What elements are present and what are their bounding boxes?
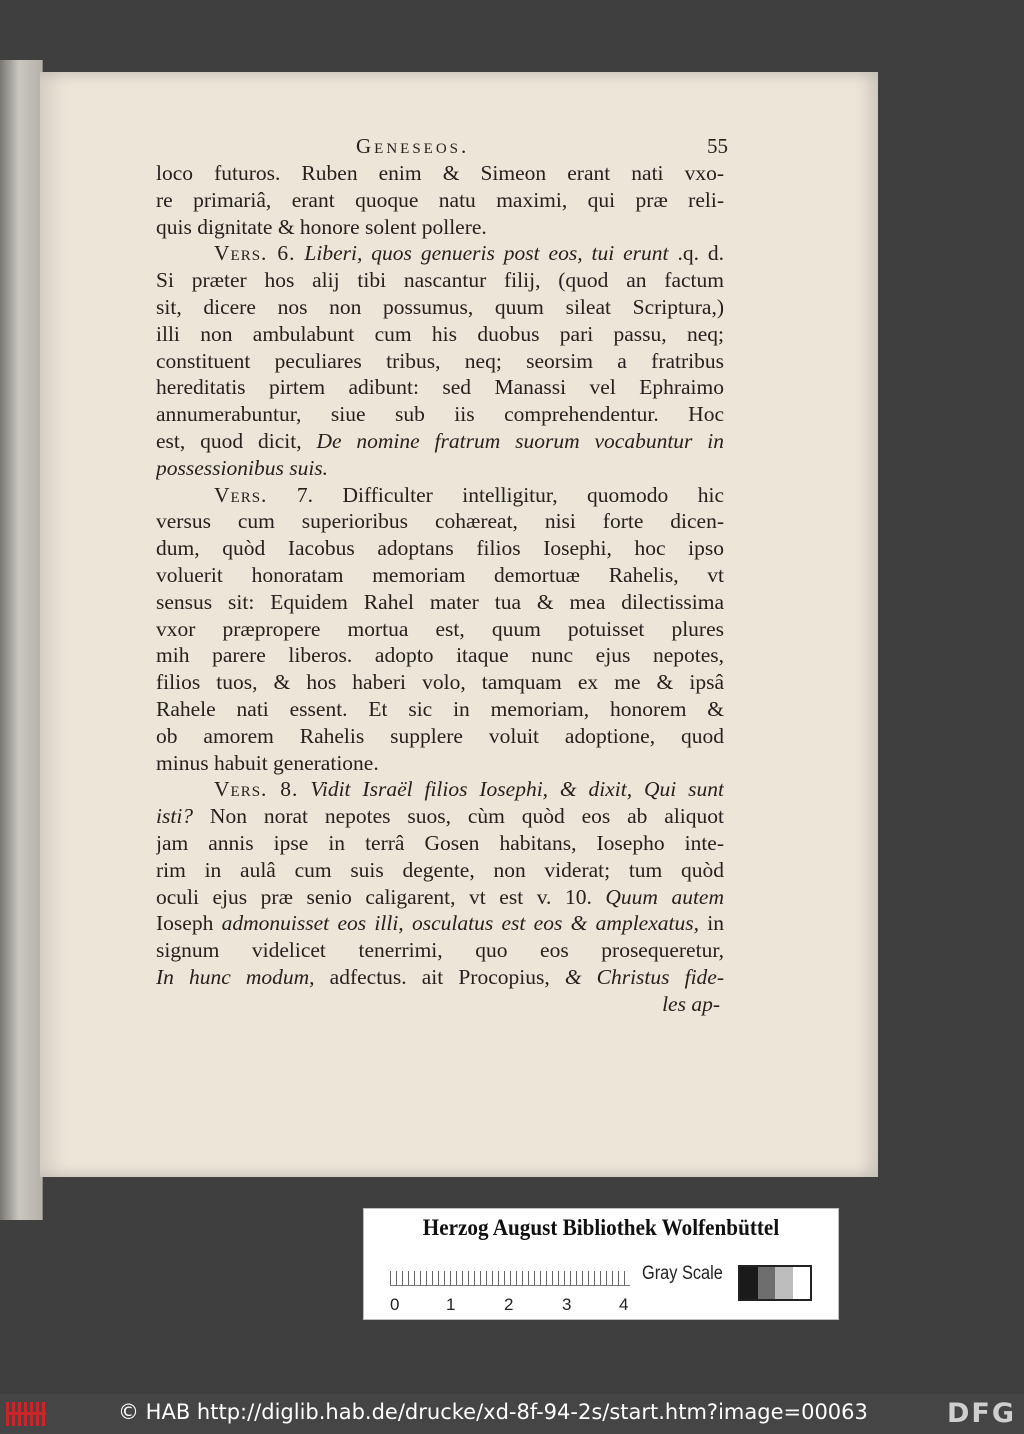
line-text: illi non ambulabunt cum his duobus pari passu, neq; — [156, 321, 724, 346]
line-text: Si præter hos alij tibi nascantur filij, (quod an factum — [156, 268, 724, 293]
line-text: 7. Difficulter intelligitur, quomodo hic — [296, 482, 724, 507]
text-line — [156, 589, 724, 616]
footer-bar — [0, 1394, 1024, 1434]
text-line — [156, 267, 724, 294]
line-text: rim in aulâ cum suis degente, non viderat; tum quòd — [156, 857, 724, 882]
line-text: voluerit honoratam memoriam demortuæ Rahelis, vt — [156, 562, 724, 587]
line-text: annumerabuntur, siue sub iis comprehendentur. Hoc — [156, 402, 724, 427]
text-line — [156, 964, 724, 991]
italic-quote: In hunc modum, — [156, 964, 315, 989]
text-line — [156, 294, 724, 321]
line-text: vxor præpropere mortua est, quum potuisset plures — [156, 616, 724, 641]
line-text: filios tuos, & hos haberi volo, tamquam ex me & ipsâ — [156, 670, 724, 695]
gray-swatch — [793, 1267, 811, 1299]
gray-swatch — [775, 1267, 793, 1299]
text-line — [156, 803, 724, 830]
text-line — [156, 374, 724, 401]
text-line — [156, 723, 724, 750]
line-text: in — [707, 911, 724, 936]
hab-logo-icon — [6, 1402, 46, 1426]
small-caps-verse-label: Vers. 8. — [214, 777, 299, 802]
ruler-number: 2 — [504, 1295, 514, 1314]
small-caps-verse-label: Vers. — [214, 482, 268, 507]
line-text: Ioseph — [156, 911, 214, 936]
line-text: loco futuros. Ruben enim & Simeon erant nati vxo- — [156, 161, 724, 185]
line-text: jam annis ipse in terrâ Gosen habitans, Iosepho inte- — [156, 830, 724, 855]
text-line — [156, 669, 724, 696]
text-line — [156, 616, 724, 643]
line-text: adfectus. — [329, 964, 407, 989]
text-line — [156, 401, 724, 428]
line-text: ait Procopius, — [421, 964, 550, 989]
gray-scale-label: Gray Scale — [642, 1263, 723, 1284]
line-text: Non norat nepotes suos, cùm quòd eos ab aliquot — [209, 804, 724, 829]
line-text: re primariâ, erant quoque natu maximi, qui præ reli- — [156, 187, 724, 212]
color-target-card — [363, 1208, 839, 1320]
text-line — [156, 508, 724, 535]
catchword: les ap- — [662, 991, 720, 1016]
page-number: 55 — [707, 134, 728, 158]
text-line — [156, 482, 724, 509]
running-head — [156, 130, 728, 160]
text-line — [156, 562, 724, 589]
text-line — [156, 535, 724, 562]
italic-quote: Vidit Israël filios Iosephi, & dixit, Qui sunt — [310, 777, 724, 802]
text-line — [156, 214, 724, 241]
text-line — [156, 857, 724, 884]
line-text: sensus sit: Equidem Rahel mater tua & mea dilectissima — [156, 589, 724, 614]
text-line — [156, 750, 724, 777]
line-text: oculi ejus præ senio caligarent, vt est v. 10. — [156, 884, 592, 909]
line-text: dum, quòd Iacobus adoptans filios Iosephi, hoc ipso — [156, 536, 724, 561]
text-line — [156, 776, 724, 803]
book-page — [40, 72, 878, 1177]
text-line — [156, 910, 724, 937]
gray-scale-swatches — [738, 1265, 812, 1301]
copyright-url[interactable]: © HAB http://diglib.hab.de/drucke/xd-8f-94-2s/start.htm?image=00063 — [118, 1400, 868, 1424]
italic-quote: Liberi, quos genueris post eos, tui erunt — [304, 241, 669, 266]
italic-quote: possessionibus suis. — [156, 455, 329, 480]
line-text: sit, dicere nos non possumus, quum sileat Scriptura,) — [156, 294, 724, 319]
text-line — [156, 187, 724, 214]
dfg-logo: DFG — [946, 1398, 1016, 1429]
italic-quote: & Christus fide- — [564, 964, 724, 989]
gray-swatch — [758, 1267, 776, 1299]
line-text: quis dignitate & honore solent pollere. — [156, 214, 487, 239]
scale-ruler — [390, 1261, 630, 1286]
text-line — [156, 428, 724, 455]
line-text: est, quod dicit, — [156, 428, 302, 453]
previous-page-edge — [0, 60, 43, 1220]
text-line — [156, 455, 724, 482]
text-line — [156, 240, 724, 267]
italic-quote: isti? — [156, 804, 194, 829]
line-text: mih parere liberos. adopto itaque nunc ejus nepotes, — [156, 643, 724, 668]
line-text: .q. d. — [677, 241, 724, 266]
italic-quote: Quum autem — [605, 884, 724, 909]
text-lines — [156, 160, 724, 991]
text-line — [156, 642, 724, 669]
page-text-block — [156, 130, 728, 1018]
small-caps-verse-label: Vers. 6. — [214, 241, 296, 266]
running-title: Geneseos. — [356, 134, 470, 158]
line-text: ob amorem Rahelis supplere voluit adoptione, quod — [156, 723, 724, 748]
text-line — [156, 937, 724, 964]
text-line — [156, 321, 724, 348]
text-line — [156, 160, 724, 187]
line-text: hereditatis pirtem adibunt: sed Manassi vel Ephraimo — [156, 375, 724, 400]
line-text: versus cum superioribus cohæreat, nisi forte dicen- — [156, 509, 724, 534]
italic-quote: De nomine fratrum suorum vocabuntur in — [316, 428, 724, 453]
italic-quote: admonuisset eos illi, osculatus est eos & amplexatus, — [221, 911, 699, 936]
ruler-number: 0 — [390, 1295, 400, 1314]
line-text: Rahele nati essent. Et sic in memoriam, honorem & — [156, 696, 724, 721]
text-line — [156, 830, 724, 857]
ruler-number: 3 — [562, 1295, 572, 1314]
line-text: minus habuit generatione. — [156, 750, 379, 775]
line-text: constituent peculiares tribus, neq; seorsim a fratribus — [156, 348, 724, 373]
text-line — [156, 348, 724, 375]
text-line — [156, 884, 724, 911]
line-text: signum videlicet tenerrimi, quo eos prosequeretur, — [156, 938, 724, 963]
library-name: Herzog August Bibliothek Wolfenbüttel — [422, 1215, 780, 1240]
ruler-number: 1 — [446, 1295, 456, 1314]
gray-swatch — [740, 1267, 758, 1299]
ruler-number: 4 — [619, 1295, 629, 1314]
text-line — [156, 696, 724, 723]
